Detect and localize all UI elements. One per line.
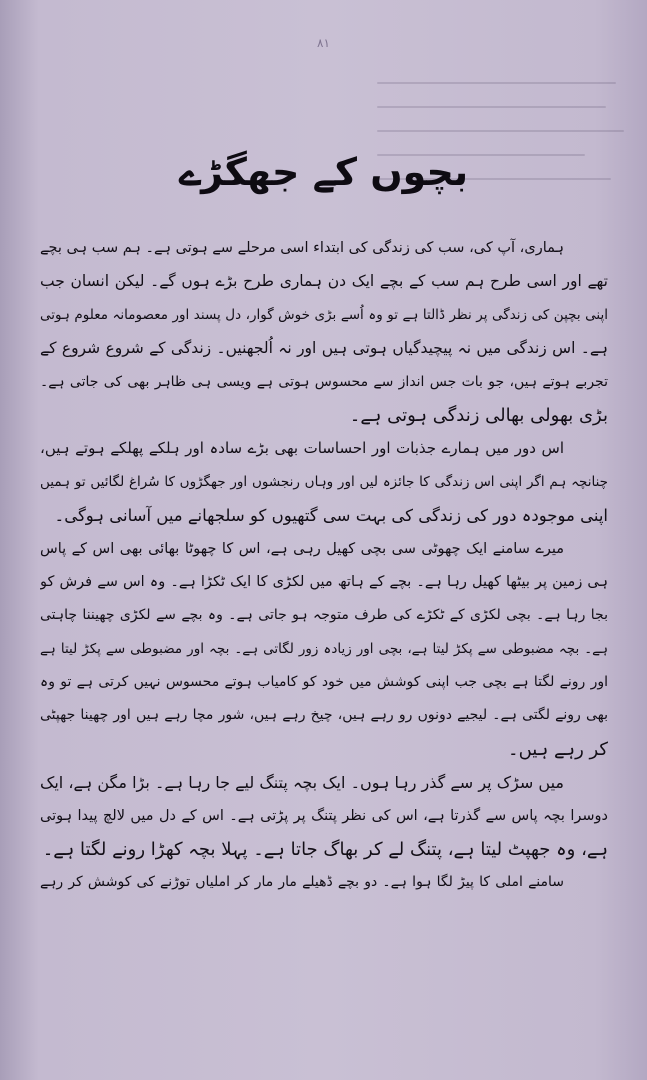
text-line: بھی رونے لگتی ہے۔ لیجیے دونوں رو رہے ہیں، چیخ رہے ہیں، شور مچا رہے ہیں اور چھینا جھپٹی (40, 707, 608, 724)
chapter-title: بچوں کے جھگڑے (178, 150, 469, 194)
text-line: میرے سامنے ایک چھوٹی سی بچی کھیل رہی ہے، اس کا چھوٹا بھائی بھی اس کے پاس (40, 540, 564, 557)
text-line: اپنی موجودہ دور کی زندگی کی بہت سی گتھیوں کو سلجھانے میں آسانی ہوگی۔ (54, 506, 608, 526)
text-line: دوسرا بچہ پاس سے گذرتا ہے، اس کی نظر پتنگ پر پڑتی ہے۔ اس کے دل میں لالچ پیدا ہوتی (40, 807, 608, 824)
text-line: تجربے ہوتے ہیں، جو بات جس انداز سے محسوس ہوتی ہے ویسی ہی ظاہر بھی کی جاتی ہے۔ (40, 373, 608, 390)
text-line: ہی زمین پر بیٹھا کھیل رہا ہے۔ بچے کے ہاتھ میں لکڑی کا ایک ٹکڑا ہے۔ وہ اس سے فرش کو (40, 573, 608, 590)
text-line: بڑی بھولی بھالی زندگی ہوتی ہے۔ (349, 404, 608, 426)
text-line: تھے اور اسی طرح ہم سب کے بچے ایک دن ہماری طرح بڑے ہوں گے۔ لیکن انسان جب (40, 272, 608, 291)
text-line: ہماری، آپ کی، سب کی زندگی کی ابتداء اسی مرحلے سے ہوتی ہے۔ ہم سب ہی بچے (40, 240, 564, 256)
text-line: ہے۔ بچہ مضبوطی سے پکڑ لیتا ہے، بچی اور زیادہ زور لگاتی ہے۔ بچہ اور مضبوطی سے پکڑ لیتا ہے (40, 640, 608, 657)
text-line: اور رونے لگتا ہے بچی جب اپنی کوشش میں خود کو کامیاب ہوتے محسوس نہیں کرتی ہے تو وہ (40, 674, 608, 691)
page-number: ۸۱ (317, 36, 330, 50)
text-line: چنانچہ ہم اگر اپنی اس زندگی کا جائزہ لیں اور وہاں رنجشوں اور جھگڑوں کا سُراغ لگائیں تو ہمیں (40, 473, 608, 490)
text-line: بجا رہا ہے۔ بچی لکڑی کے ٹکڑے کی طرف متوجہ ہو جاتی ہے۔ وہ بچے سے لکڑی چھیننا چاہتی (40, 607, 608, 624)
body-text (40, 232, 608, 900)
text-line: ہے۔ اس زندگی میں نہ پیچیدگیاں ہوتی ہیں اور نہ اُلجھنیں۔ زندگی کے شروع شروع کے (40, 339, 608, 358)
text-line: میں سڑک پر سے گذر رہا ہوں۔ ایک بچہ پتنگ لیے جا رہا ہے۔ بڑا مگن ہے، ایک (40, 773, 564, 793)
text-line: اس دور میں ہمارے جذبات اور احساسات بھی بڑے سادہ اور ہلکے پھلکے ہوتے ہیں، (40, 439, 564, 458)
text-line: ہے، وہ جھپٹ لیتا ہے، پتنگ لے کر بھاگ جاتا ہے۔ پہلا بچہ کھڑا رونے لگتا ہے۔ (42, 839, 608, 861)
text-line: اپنی بچپن کی زندگی پر نظر ڈالتا ہے تو وہ اُسے بڑی خوش گوار، دل پسند اور معصومانہ معلوم ہوتی (40, 306, 608, 323)
text-line: کر رہے ہیں۔ (508, 738, 608, 760)
text-line: سامنے املی کا پیڑ لگا ہوا ہے۔ دو بچے ڈھیلے مار مار کر املیاں توڑنے کی کوشش کر رہے (40, 874, 564, 891)
